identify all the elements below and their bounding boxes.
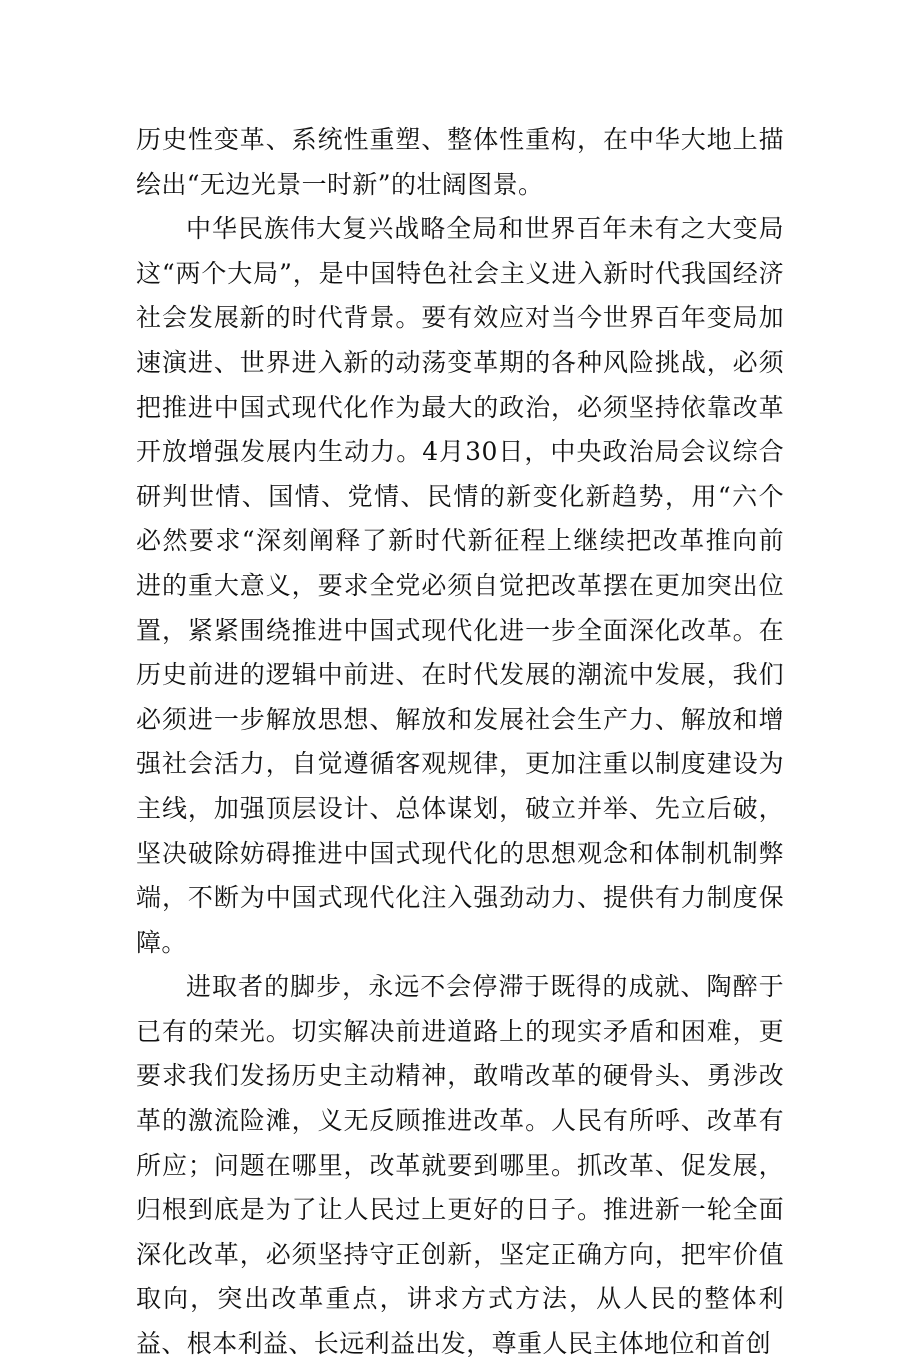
paragraph-2: 中华民族伟大复兴战略全局和世界百年未有之大变局这“两个大局”，是中国特色社会主义进入新时代我国经济社会发展新的时代背景。要有效应对当今世界百年变局加速演进、世界进入新的动荡变革期的各种风险挑战，必须把推进中国式现代化作为最大的政治，必须坚持依靠改革开放增强发展内生动力。4月30日，中央政治局会议综合研判世情、国情、党情、民情的新变化新趋势，用“六个必然要求“深刻阐释了新时代新征程上继续把改革推向前进的重大意义，要求全党必须自觉把改革摆在更加突出位置，紧紧围绕推进中国式现代化进一步全面深化改革。在历史前进的逻辑中前进、在时代发展的潮流中发展，我们必须进一步解放思想、解放和发展社会生产力、解放和增强社会活力，自觉遵循客观规律，更加注重以制度建设为主线，加强顶层设计、总体谋划，破立并举、先立后破，坚决破除妨碍推进中国式现代化的思想观念和体制机制弊端，不断为中国式现代化注入强劲动力、提供有力制度保障。 <box>136 214 784 957</box>
paragraph-1: 历史性变革、系统性重塑、整体性重构，在中华大地上描绘出“无边光景一时新”的壮阔图景。 <box>136 125 784 199</box>
body-text <box>136 118 784 1367</box>
paragraph-3: 进取者的脚步，永远不会停滞于既得的成就、陶醉于已有的荣光。切实解决前进道路上的现实矛盾和困难，更要求我们发扬历史主动精神，敢啃改革的硬骨头、勇涉改革的激流险滩，义无反顾推进改革。人民有所呼、改革有所应；问题在哪里，改革就要到哪里。抓改革、促发展，归根到底是为了让人民过上更好的日子。推进新一轮全面深化改革，必须坚持守正创新，坚定正确方向，把牢价值取向，突出改革重点，讲求方式方法，从人民的整体利益、根本利益、长远利益出发，尊重人民主体地位和首创 <box>136 972 784 1359</box>
